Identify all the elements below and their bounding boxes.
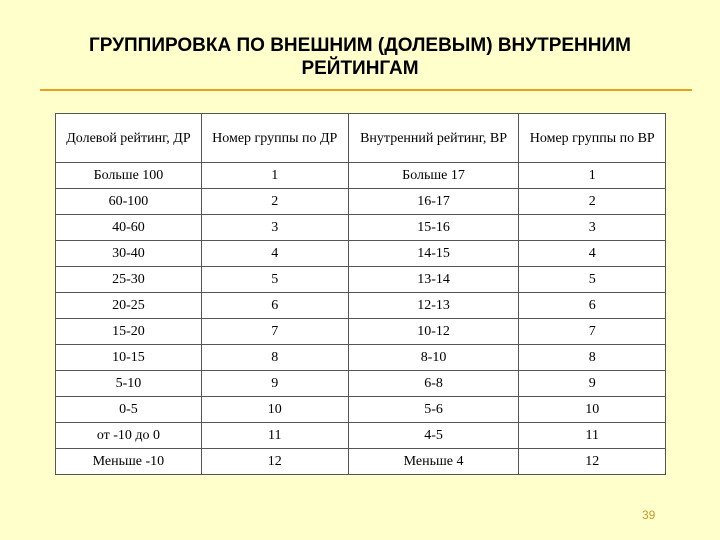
cell-share-rating: 5-10 bbox=[56, 371, 202, 397]
cell-internal-rating: 13-14 bbox=[348, 267, 519, 293]
page-number: 39 bbox=[642, 508, 656, 522]
cell-share-rating: Больше 100 bbox=[56, 163, 202, 189]
table-row bbox=[56, 293, 666, 319]
cell-share-group: 6 bbox=[201, 293, 348, 319]
cell-share-rating: 15-20 bbox=[56, 319, 202, 345]
cell-share-rating: 20-25 bbox=[56, 293, 202, 319]
cell-internal-rating: 5-6 bbox=[348, 397, 519, 423]
table-row bbox=[56, 163, 666, 189]
cell-internal-rating: 6-8 bbox=[348, 371, 519, 397]
cell-share-group: 4 bbox=[201, 241, 348, 267]
cell-share-group: 10 bbox=[201, 397, 348, 423]
cell-internal-rating: 4-5 bbox=[348, 423, 519, 449]
cell-internal-group: 10 bbox=[519, 397, 666, 423]
cell-internal-group: 9 bbox=[519, 371, 666, 397]
slide-title bbox=[20, 34, 700, 80]
cell-share-group: 5 bbox=[201, 267, 348, 293]
cell-share-group: 11 bbox=[201, 423, 348, 449]
header-share-group: Номер группы по ДР bbox=[201, 114, 348, 163]
cell-internal-group: 2 bbox=[519, 189, 666, 215]
table-row bbox=[56, 345, 666, 371]
cell-internal-group: 1 bbox=[519, 163, 666, 189]
table-row bbox=[56, 423, 666, 449]
cell-share-group: 9 bbox=[201, 371, 348, 397]
cell-internal-rating: Меньше 4 bbox=[348, 449, 519, 475]
cell-internal-group: 8 bbox=[519, 345, 666, 371]
cell-internal-group: 7 bbox=[519, 319, 666, 345]
table-row bbox=[56, 189, 666, 215]
cell-share-rating: 30-40 bbox=[56, 241, 202, 267]
cell-internal-rating: Больше 17 bbox=[348, 163, 519, 189]
table-header-row bbox=[56, 114, 666, 163]
header-share-rating: Долевой рейтинг, ДР bbox=[56, 114, 202, 163]
cell-share-rating: 60-100 bbox=[56, 189, 202, 215]
table-row bbox=[56, 397, 666, 423]
table-row bbox=[56, 319, 666, 345]
table-row bbox=[56, 241, 666, 267]
header-internal-rating: Внутренний рейтинг, ВР bbox=[348, 114, 519, 163]
cell-internal-rating: 14-15 bbox=[348, 241, 519, 267]
cell-internal-group: 6 bbox=[519, 293, 666, 319]
cell-share-group: 3 bbox=[201, 215, 348, 241]
cell-internal-group: 3 bbox=[519, 215, 666, 241]
title-divider bbox=[40, 89, 692, 91]
cell-share-rating: 0-5 bbox=[56, 397, 202, 423]
table-row bbox=[56, 371, 666, 397]
cell-internal-group: 11 bbox=[519, 423, 666, 449]
cell-share-rating: 10-15 bbox=[56, 345, 202, 371]
rating-groups-table bbox=[55, 113, 666, 475]
cell-share-group: 2 bbox=[201, 189, 348, 215]
table-row bbox=[56, 215, 666, 241]
cell-share-rating: от -10 до 0 bbox=[56, 423, 202, 449]
cell-share-group: 1 bbox=[201, 163, 348, 189]
cell-share-group: 12 bbox=[201, 449, 348, 475]
cell-internal-group: 12 bbox=[519, 449, 666, 475]
slide-title-line-1: ГРУППИРОВКА ПО ВНЕШНИМ (ДОЛЕВЫМ) ВНУТРЕННИМ bbox=[89, 35, 631, 56]
cell-internal-group: 5 bbox=[519, 267, 666, 293]
slide-title-line-2: РЕЙТИНГАМ bbox=[301, 58, 419, 79]
cell-internal-rating: 8-10 bbox=[348, 345, 519, 371]
cell-internal-rating: 16-17 bbox=[348, 189, 519, 215]
cell-internal-rating: 12-13 bbox=[348, 293, 519, 319]
cell-share-rating: 40-60 bbox=[56, 215, 202, 241]
cell-share-group: 7 bbox=[201, 319, 348, 345]
cell-share-rating: Меньше -10 bbox=[56, 449, 202, 475]
cell-internal-rating: 15-16 bbox=[348, 215, 519, 241]
cell-internal-group: 4 bbox=[519, 241, 666, 267]
header-internal-group: Номер группы по ВР bbox=[519, 114, 666, 163]
cell-share-group: 8 bbox=[201, 345, 348, 371]
table-row bbox=[56, 267, 666, 293]
cell-internal-rating: 10-12 bbox=[348, 319, 519, 345]
table-row bbox=[56, 449, 666, 475]
cell-share-rating: 25-30 bbox=[56, 267, 202, 293]
